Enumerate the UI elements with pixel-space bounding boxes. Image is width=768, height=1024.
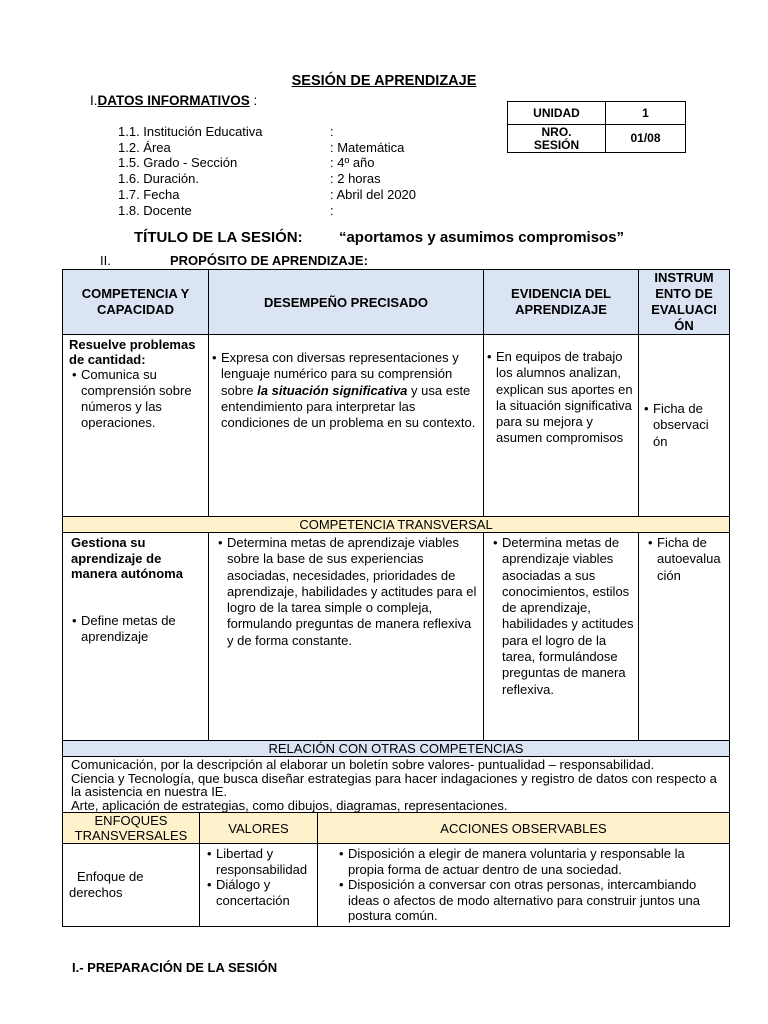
section-number: II.: [100, 253, 111, 268]
header-valores: VALORES: [200, 813, 318, 844]
enfoque-cell: [63, 844, 200, 927]
info-list: [118, 124, 416, 218]
sesion-label: NRO. SESIÓN: [508, 125, 606, 153]
evidencia-item: • Determina metas de aprendizaje viables asociadas a sus conocimientos, estilos de aprendizaje, habilidades y actitudes para el logro de la tarea, formulándose preguntas de manera reflexiva.: [502, 535, 634, 698]
document-title: SESIÓN DE APRENDIZAJE: [291, 73, 477, 89]
relacion-line: Comunicación, por la descripción al elaborar un boletín sobre valores- puntualidad – responsabilidad.: [71, 757, 655, 772]
header-instrumento: INSTRUM ENTO DE EVALUACI ÓN: [639, 270, 730, 335]
relacion-band: RELACIÓN CON OTRAS COMPETENCIAS: [63, 741, 730, 757]
relacion-cell: [63, 757, 730, 814]
enfoques-table: [62, 812, 730, 927]
unit-table: [507, 101, 686, 153]
valores-cell: [200, 844, 318, 927]
enfoque-text: Enfoque de derechos: [69, 868, 144, 900]
header-competencia: COMPETENCIA Y CAPACIDAD: [63, 270, 209, 335]
row1-instrumento: [639, 335, 730, 517]
unidad-label: UNIDAD: [508, 102, 606, 125]
section-preparacion: I.- PREPARACIÓN DE LA SESIÓN: [72, 960, 278, 975]
section-colon: :: [249, 93, 258, 108]
section-proposito: [100, 253, 368, 268]
session-title: [134, 229, 624, 246]
header-acciones: ACCIONES OBSERVABLES: [318, 813, 730, 844]
acciones-cell: [318, 844, 730, 927]
session-title-value: “aportamos y asumimos compromisos”: [338, 229, 625, 246]
desempeno-item: • Expresa con diversas representaciones y lenguaje numérico para su comprensión sobre la situación significativa y usa este entendimiento para interpretar las condiciones de un problema en su contexto.: [221, 350, 479, 431]
session-title-label: TÍTULO DE LA SESIÓN:: [134, 229, 303, 246]
desempeno-item: • Determina metas de aprendizaje viables sobre la base de sus experiencias asociadas, necesidades, prioridades de aprendizaje, habilidades y actitudes para el logro de la tarea simple o compleja, formulando preguntas de manera reflexiva y de forma constante.: [227, 535, 479, 649]
instrumento-item: • Ficha de observaci ón: [653, 401, 725, 450]
instrumento-item: • Ficha de autoevalua ción: [657, 535, 725, 584]
row1-evidencia: [484, 335, 639, 517]
row2-instrumento: [639, 533, 730, 741]
relacion-line: Ciencia y Tecnología, que busca diseñar estrategias para hacer indagaciones y registro de datos con respecto a la asistencia en nuestra IE.: [71, 770, 717, 800]
proposito-table: [62, 269, 730, 814]
row1-desempeno: [209, 335, 484, 517]
row2-desempeno: [209, 533, 484, 741]
info-row: 1.8. Docente :: [118, 202, 334, 218]
section-label: DATOS INFORMATIVOS: [97, 93, 250, 108]
header-desempeno: DESEMPEÑO PRECISADO: [209, 270, 484, 335]
accion-item: • Disposición a elegir de manera voluntaria y responsable la propia forma de actuar dentro de una sociedad.: [348, 846, 721, 877]
row2-competencia: [63, 533, 209, 741]
evidencia-item: • En equipos de trabajo los alumnos analizan, explican sus aportes en la situación significativa para su mejora y asumen compromisos: [496, 349, 634, 447]
relacion-line: Arte, aplicación de estrategias, como dibujos, diagramas, representaciones.: [71, 797, 508, 813]
info-row: 1.7. Fecha : Abril del 2020: [118, 186, 417, 202]
sesion-value: 01/08: [606, 125, 686, 153]
info-row: 1.6. Duración. : 2 horas: [118, 171, 381, 187]
info-row: 1.1. Institución Educativa :: [118, 124, 334, 139]
valor-item: • Diálogo y concertación: [216, 877, 313, 908]
row1-competencia: [63, 335, 209, 517]
competencia-transversal-band: COMPETENCIA TRANSVERSAL: [63, 517, 730, 533]
header-enfoques: ENFOQUES TRANSVERSALES: [63, 813, 200, 844]
info-row: 1.2. Área : Matemática: [118, 139, 405, 155]
competencia-text: Resuelve problemas de cantidad:: [69, 337, 196, 367]
valor-item: • Libertad y responsabilidad: [216, 846, 313, 877]
section-label: PROPÓSITO DE APRENDIZAJE:: [170, 253, 368, 268]
capacidad-item: • Define metas de aprendizaje: [81, 613, 204, 646]
unidad-value: 1: [606, 102, 686, 125]
section-number: I.: [90, 93, 98, 108]
header-evidencia: EVIDENCIA DEL APRENDIZAJE: [484, 270, 639, 335]
info-row: 1.5. Grado - Sección : 4º año: [118, 155, 375, 171]
row2-evidencia: [484, 533, 639, 741]
section-datos-informativos: [90, 93, 257, 108]
capacidad-item: • Comunica su comprensión sobre números y las operaciones.: [81, 367, 204, 431]
competencia-text: Gestiona su aprendizaje de manera autónoma: [71, 535, 183, 582]
accion-item: • Disposición a conversar con otras personas, intercambiando ideas o afectos de modo alternativo para construir juntos una postura común.: [348, 877, 721, 924]
